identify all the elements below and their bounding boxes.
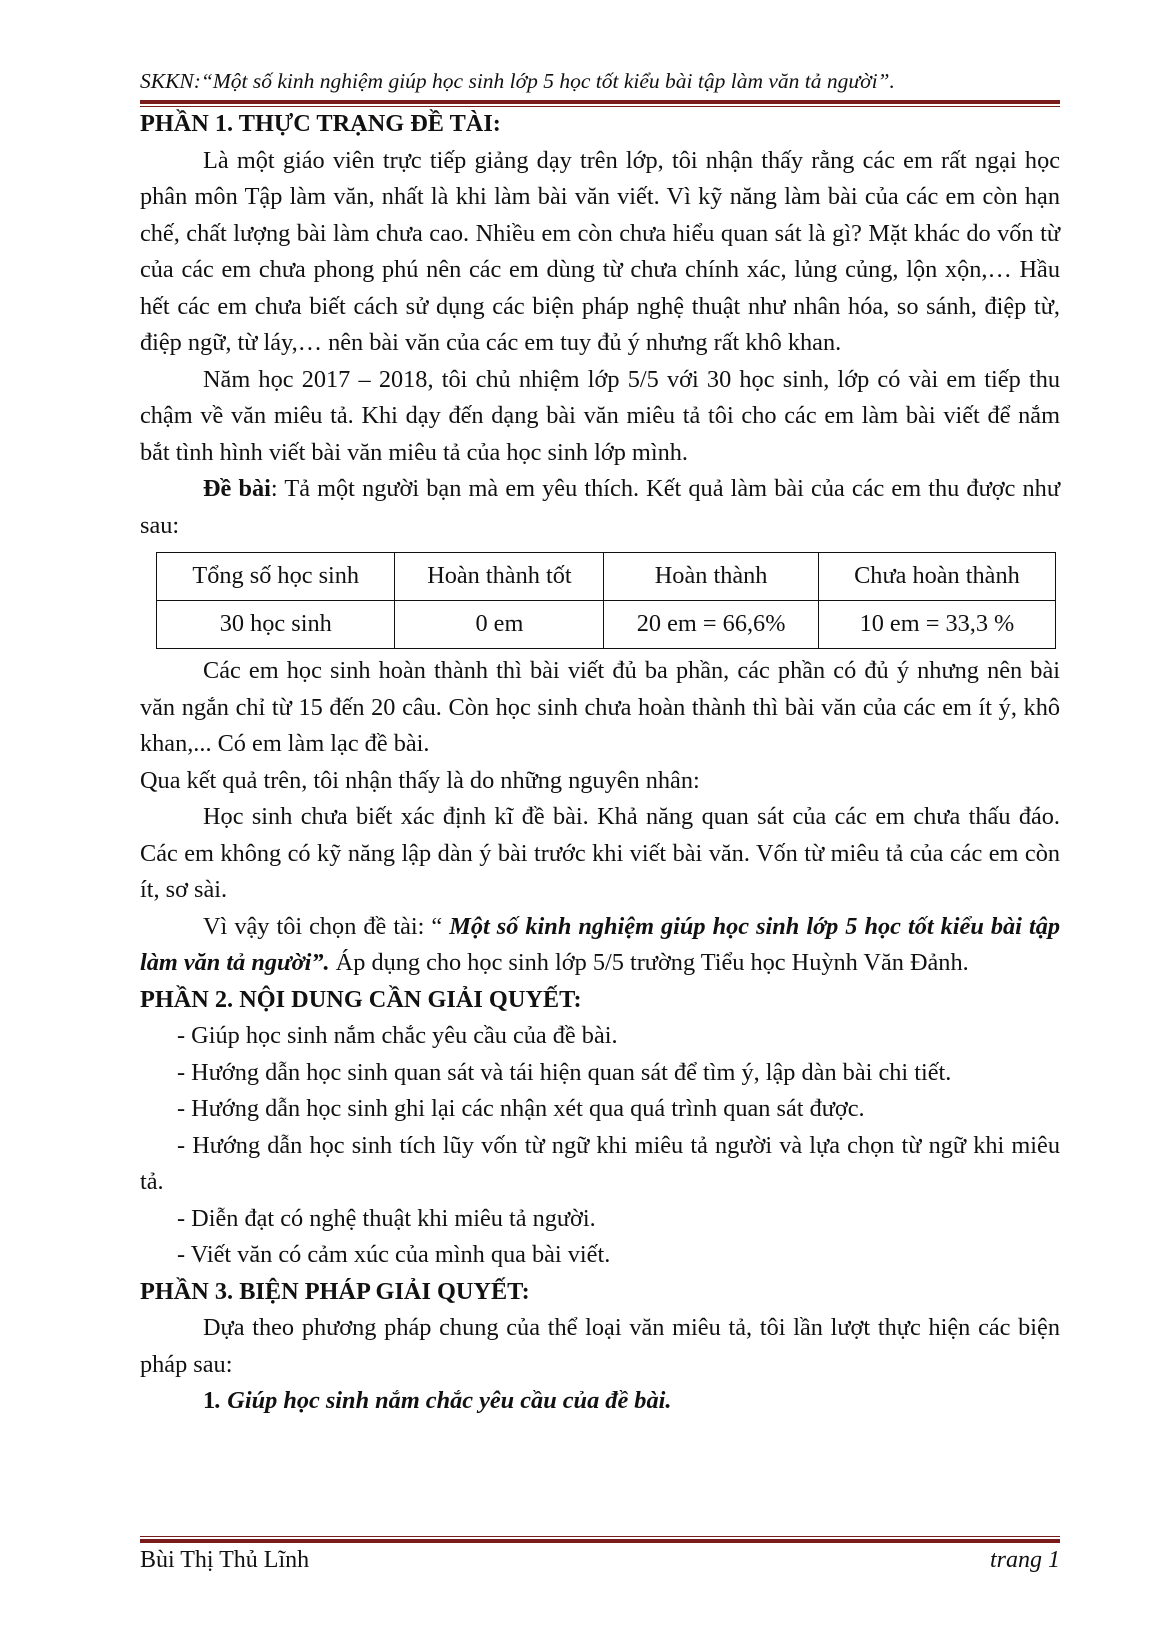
item-title: . Giúp học sinh nắm chắc yêu cầu của đề bài.	[215, 1387, 672, 1414]
section-1-paragraph-2: Năm học 2017 – 2018, tôi chủ nhiệm lớp 5/5 với 30 học sinh, lớp có vài em tiếp thu chậm về văn miêu tả. Khi dạy đến dạng bài văn miêu tả tôi cho các em làm bài viết để nắm bắt tình hình viết bài văn miêu tả của học sinh lớp mình.	[140, 365, 1060, 466]
section-1-paragraph-6	[140, 909, 1060, 982]
footer-rule	[140, 1536, 1060, 1543]
results-table	[156, 552, 1056, 649]
page-body	[140, 106, 1060, 1420]
table-cell: 0 em	[395, 601, 604, 649]
table-header-cell: Hoàn thành tốt	[395, 553, 604, 601]
topic-title: Một số kinh nghiệm giúp học sinh lớp 5 học tốt kiểu bài tập làm văn tả người”.	[140, 912, 1060, 976]
table-row	[157, 601, 1056, 649]
assignment-paragraph	[140, 471, 1060, 544]
section-1-paragraph-4: Qua kết quả trên, tôi nhận thấy là do những nguyên nhân:	[140, 766, 700, 794]
item-number: 1	[203, 1387, 216, 1414]
section-1-paragraph-5: Học sinh chưa biết xác định kĩ đề bài. Khả năng quan sát của các em chưa thấu đáo. Các em không có kỹ năng lập dàn ý bài trước khi viết bài văn. Vốn từ miêu tả của các em còn ít, sơ sài.	[140, 803, 1060, 903]
section-1-heading: PHẦN 1. THỰC TRẠNG ĐỀ TÀI:	[140, 110, 501, 137]
section-1-paragraph-1: Là một giáo viên trực tiếp giảng dạy trên lớp, tôi nhận thấy rằng các em rất ngại học phân môn Tập làm văn, nhất là khi làm bài văn viết. Vì kỹ năng làm bài của các em còn hạn chế, chất lượng bài làm chưa cao. Nhiều em còn chưa hiểu quan sát là gì? Mặt khác do vốn từ của các em chưa phong phú nên các em dùng từ chưa chính xác, lủng củng, lộn xộn,… Hầu hết các em chưa biết cách sử dụng các biện pháp nghệ thuật như nhân hóa, so sánh, điệp từ, điệp ngữ, từ láy,… nên bài văn của các em tuy đủ ý nhưng rất khô khan.	[140, 146, 1060, 356]
assignment-text: : Tả một người bạn mà em yêu thích. Kết quả làm bài của các em thu được như sau:	[140, 475, 1060, 539]
topic-lead: Vì vậy tôi chọn đề tài: “	[203, 912, 450, 940]
table-cell: 30 học sinh	[157, 601, 395, 649]
section-3-paragraph-1: Dựa theo phương pháp chung của thể loại văn miêu tả, tôi lần lượt thực hiện các biện pháp sau:	[140, 1314, 1060, 1378]
page-number: trang 1	[989, 1547, 1060, 1573]
table-header-cell: Hoàn thành	[604, 553, 819, 601]
table-header-cell: Chưa hoàn thành	[818, 553, 1055, 601]
footer-author: Bùi Thị Thủ Lĩnh	[140, 1547, 310, 1573]
list-item: - Hướng dẫn học sinh tích lũy vốn từ ngữ khi miêu tả người và lựa chọn từ ngữ khi miêu tả.	[140, 1131, 1060, 1195]
list-item: - Hướng dẫn học sinh ghi lại các nhận xét qua quá trình quan sát được.	[177, 1095, 865, 1122]
table-cell: 10 em = 33,3 %	[818, 601, 1055, 649]
section-3-item-1	[140, 1383, 1060, 1420]
topic-tail: Áp dụng cho học sinh lớp 5/5 trường Tiểu học Huỳnh Văn Đảnh.	[329, 949, 969, 976]
assignment-label: Đề bài	[203, 475, 271, 502]
table-header-cell: Tổng số học sinh	[157, 553, 395, 601]
table-cell: 20 em = 66,6%	[604, 601, 819, 649]
table-header-row	[157, 553, 1056, 601]
running-header: SKKN:“Một số kinh nghiệm giúp học sinh lớp 5 học tốt kiểu bài tập làm văn tả người”.	[140, 69, 895, 93]
list-item: - Viết văn có cảm xúc của mình qua bài viết.	[177, 1241, 611, 1268]
section-1-paragraph-3: Các em học sinh hoàn thành thì bài viết đủ ba phần, các phần có đủ ý nhưng nên bài văn ngắn chỉ từ 15 đến 20 câu. Còn học sinh chưa hoàn thành thì bài văn của các em ít ý, khô khan,... Có em làm lạc đề bài.	[140, 657, 1060, 757]
list-item: - Giúp học sinh nắm chắc yêu cầu của đề bài.	[177, 1022, 618, 1049]
list-item: - Hướng dẫn học sinh quan sát và tái hiện quan sát để tìm ý, lập dàn bài chi tiết.	[177, 1058, 952, 1086]
section-3-heading: PHẦN 3. BIỆN PHÁP GIẢI QUYẾT:	[140, 1277, 530, 1305]
section-2-heading: PHẦN 2. NỘI DUNG CẦN GIẢI QUYẾT:	[140, 985, 582, 1013]
list-item: - Diễn đạt có nghệ thuật khi miêu tả người.	[177, 1204, 596, 1232]
